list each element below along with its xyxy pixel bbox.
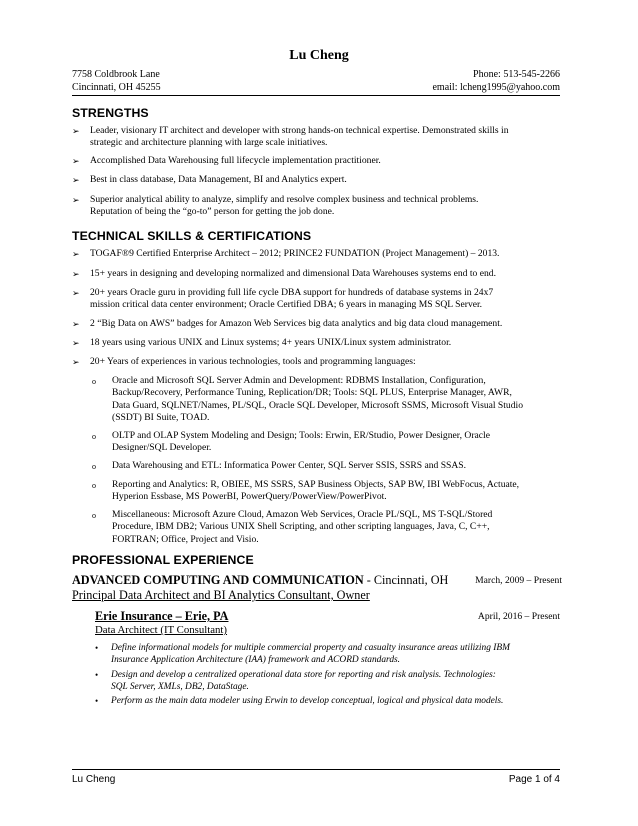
circle-bullet-icon: o <box>92 432 96 441</box>
employer-dates: April, 2016 – Present <box>477 611 560 622</box>
circle-bullet-icon: o <box>92 511 96 520</box>
dot-bullet-icon: • <box>95 670 99 680</box>
section-heading-skills: TECHNICAL SKILLS & CERTIFICATIONS <box>72 229 312 243</box>
strength-item: ➢ Superior analytical ability to analyze, simplify and resolve complex business and technical problems. Reputation of being the “go-to” person for getting the job done. <box>72 194 479 218</box>
skill-sub-item: o Oracle and Microsoft SQL Server Admin and Development: RDBMS Installation, Configuration, Backup/Recovery, Performance Tuning, Replication/DR; Tools: SQL PLUS, Enterprise Manager, AWR, Data Guard, SQLNET/Names, PL/SQL, Oracle SQL Developer, Microsoft SSMS, Microsoft Visual Studio (SSDT) BI Suite, TOAD. <box>92 375 523 424</box>
address-line-1: 7758 Coldbrook Lane <box>72 69 160 80</box>
section-heading-experience: PROFESSIONAL EXPERIENCE <box>72 553 254 567</box>
company-name: ADVANCED COMPUTING AND COMMUNICATION <box>72 573 364 587</box>
contact-row-2 <box>72 81 560 94</box>
candidate-name: Lu Cheng <box>289 48 349 63</box>
employer-name: Erie Insurance – Erie, PA <box>95 609 229 623</box>
skill-sub-item: o OLTP and OLAP System Modeling and Design; Tools: Erwin, ER/Studio, Power Designer, Oracle Designer/SQL Developer. <box>92 430 490 454</box>
email-address: email: lcheng1995@yahoo.com <box>432 82 560 93</box>
arrow-bullet-icon: ➢ <box>72 319 80 329</box>
page-number: Page 1 of 4 <box>508 774 560 785</box>
company-dates: March, 2009 – Present <box>475 575 562 586</box>
arrow-bullet-icon: ➢ <box>72 195 80 205</box>
arrow-bullet-icon: ➢ <box>72 156 80 166</box>
company-role: Principal Data Architect and BI Analytics Consultant, Owner <box>72 588 370 602</box>
arrow-bullet-icon: ➢ <box>72 175 80 185</box>
employer-line <box>95 609 560 623</box>
employer-role: Data Architect (IT Consultant) <box>95 624 228 636</box>
arrow-bullet-icon: ➢ <box>72 269 80 279</box>
strength-item: ➢ Best in class database, Data Management, BI and Analytics expert. <box>72 174 347 185</box>
arrow-bullet-icon: ➢ <box>72 126 80 136</box>
duty-item: • Perform as the main data modeler using Erwin to develop conceptual, logical and physical data models. <box>95 696 504 706</box>
circle-bullet-icon: o <box>92 377 96 386</box>
page-footer <box>72 774 560 785</box>
phone-number: Phone: 513-545-2266 <box>473 69 560 80</box>
skill-sub-item: o Reporting and Analytics: R, OBIEE, MS SSRS, SAP Business Objects, SAP BW, IBI WebFocus, Actuate, Hyperion Essbase, MS PowerBI, PowerQuery/PowerView/PowerPivot. <box>92 479 520 503</box>
duty-item: • Define informational models for multiple commercial property and casualty insurance areas utilizing IBM Insurance Application Architecture (IAA) framework and ACORD standards. <box>95 643 510 665</box>
circle-bullet-icon: o <box>92 462 96 471</box>
footer-divider <box>72 769 560 770</box>
header-divider <box>72 95 560 96</box>
company-location: - Cincinnati, OH <box>363 573 449 587</box>
skill-item: ➢ 15+ years in designing and developing normalized and dimensional Data Warehouses systems end to end. <box>72 268 496 279</box>
dot-bullet-icon: • <box>95 696 99 706</box>
skill-item: ➢ 20+ Years of experiences in various technologies, tools and programming languages: <box>72 356 416 367</box>
skill-item: ➢ TOGAF®9 Certified Enterprise Architect – 2012; PRINCE2 FUNDATION (Project Management) – 2013. <box>72 248 500 259</box>
skill-sub-item: o Miscellaneous: Microsoft Azure Cloud, Amazon Web Services, Oracle PL/SQL, MS T-SQL/Stored Procedure, IBM DB2; Various UNIX Shell Scripting, and other scripting languages, Java, C, C++, FORTRAN; Office, Project and Visio. <box>92 509 493 545</box>
company-line <box>72 573 562 587</box>
skill-item: ➢ 18 years using various UNIX and Linux systems; 4+ years UNIX/Linux system administrator. <box>72 337 452 348</box>
contact-row-1 <box>72 68 560 81</box>
skill-sub-item: o Data Warehousing and ETL: Informatica Power Center, SQL Server SSIS, SSRS and SSAS. <box>92 460 562 473</box>
arrow-bullet-icon: ➢ <box>72 338 80 348</box>
footer-name: Lu Cheng <box>72 774 116 785</box>
dot-bullet-icon: • <box>95 643 99 653</box>
section-heading-strengths: STRENGTHS <box>72 106 149 120</box>
skill-item: ➢ 2 “Big Data on AWS” badges for Amazon Web Services big data analytics and big data cloud management. <box>72 318 503 329</box>
address-line-2: Cincinnati, OH 45255 <box>72 82 161 93</box>
circle-bullet-icon: o <box>92 481 96 490</box>
arrow-bullet-icon: ➢ <box>72 249 80 259</box>
strength-item: ➢ Leader, visionary IT architect and developer with strong hands-on technical expertise. Demonstrated skills in strategic and architecture planning with large scale initiatives. <box>72 125 509 149</box>
arrow-bullet-icon: ➢ <box>72 288 80 298</box>
duty-item: • Design and develop a centralized operational data store for reporting and risk analysis. Technologies: SQL Server, XMLs, DB2, DataStage. <box>95 670 496 692</box>
arrow-bullet-icon: ➢ <box>72 357 80 367</box>
strength-item: ➢ Accomplished Data Warehousing full lifecycle implementation practitioner. <box>72 155 381 166</box>
skill-item: ➢ 20+ years Oracle guru in providing full life cycle DBA support for hundreds of database systems in 24x7 mission critical data center environment; Oracle Certified DBA; 6 years in managing MS SQL Server. <box>72 287 494 311</box>
